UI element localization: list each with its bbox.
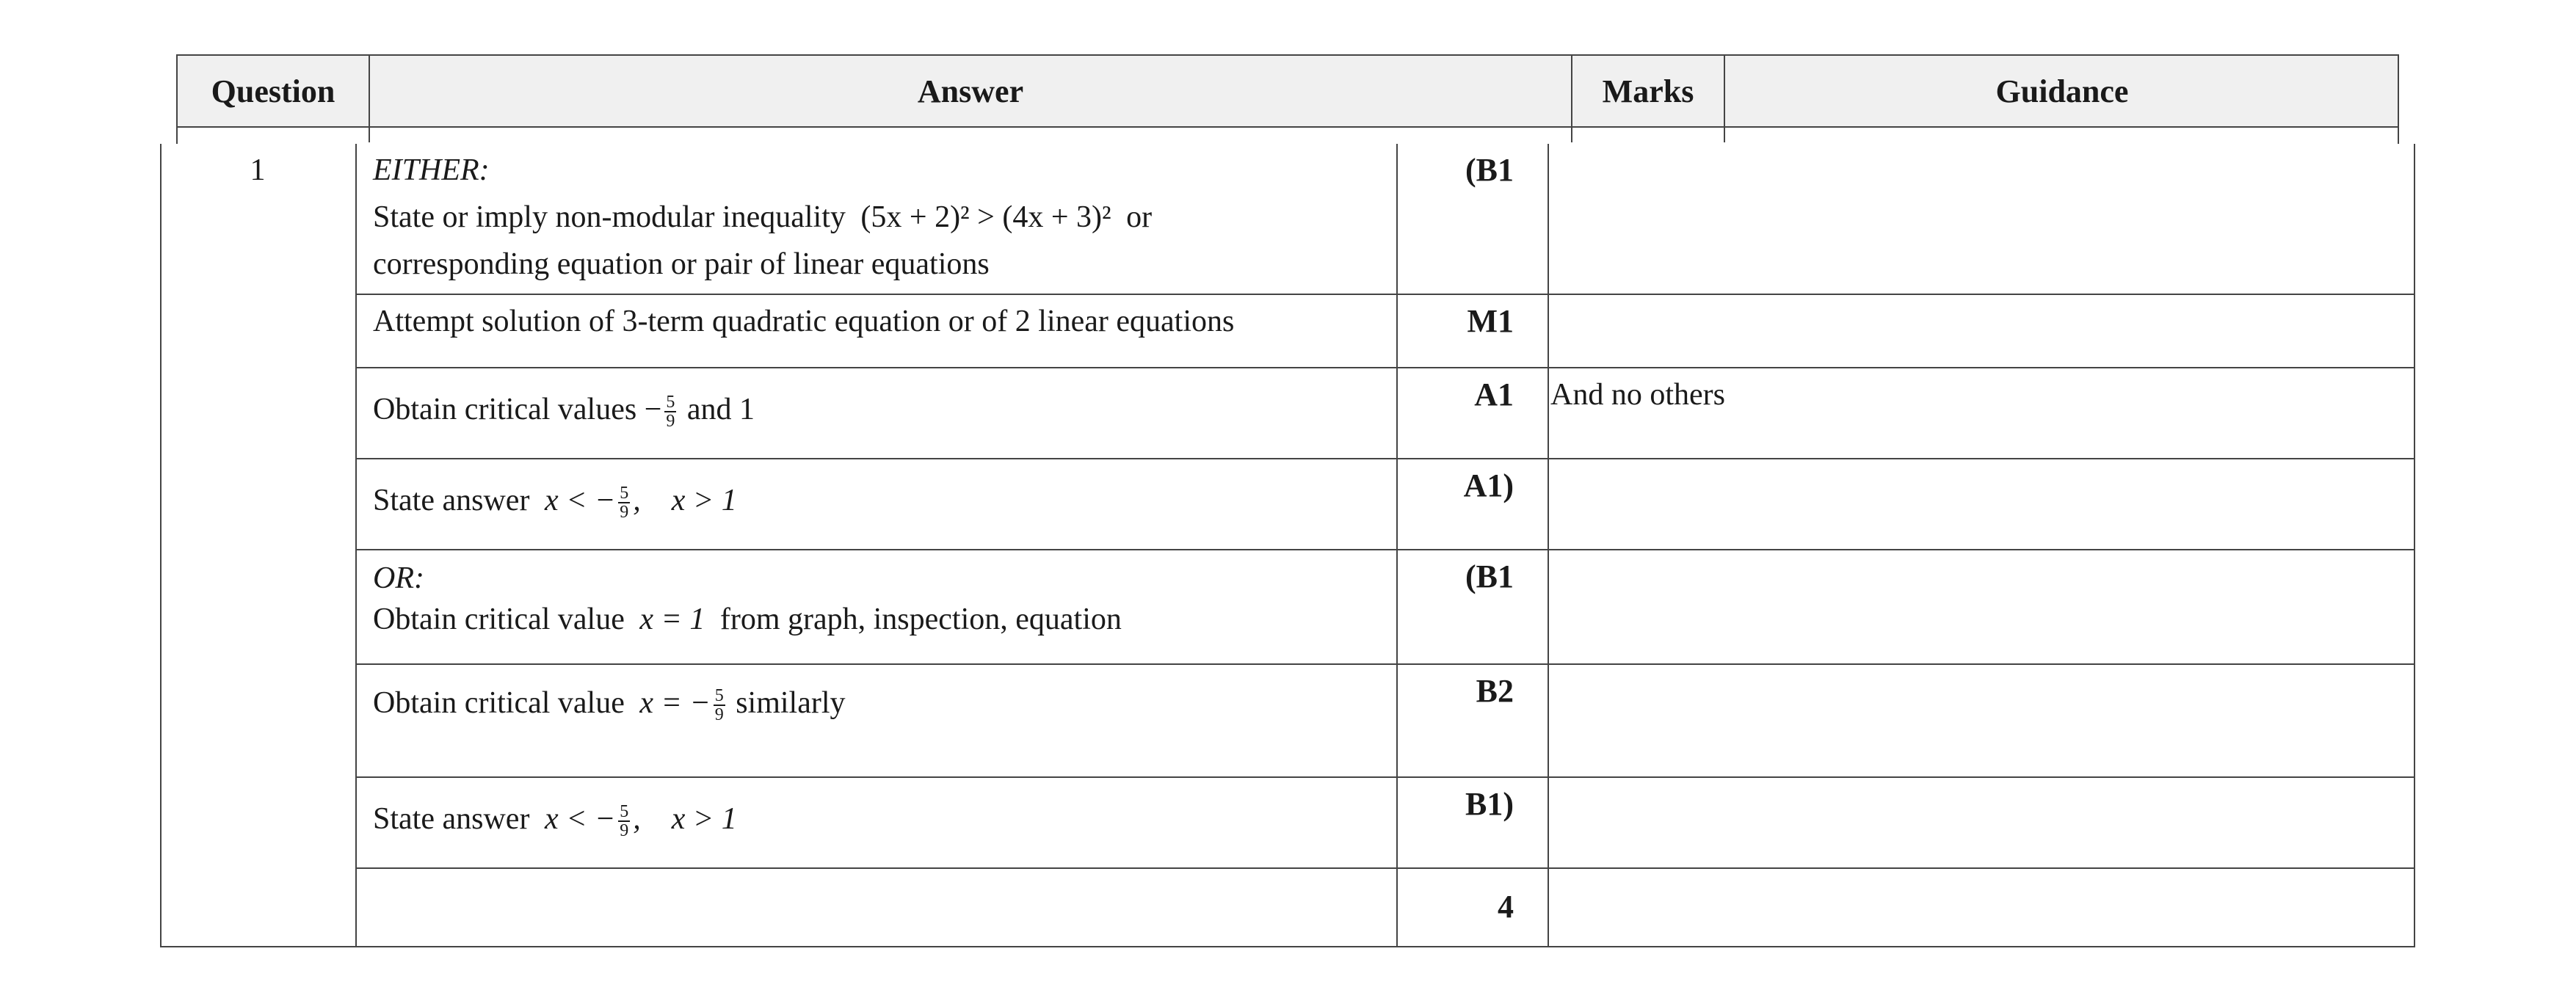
either-label: EITHER:: [373, 153, 490, 187]
header-question: Question: [211, 73, 335, 109]
fraction: [618, 803, 630, 840]
answer-cell: [373, 550, 1371, 640]
answer-text: Obtain critical values −: [373, 393, 662, 426]
fraction: [618, 484, 630, 521]
answer-text: Obtain critical value: [373, 686, 625, 720]
answer-text: State answer: [373, 802, 530, 836]
inequality: x < −: [544, 802, 616, 836]
answer-text: similarly: [736, 686, 846, 720]
answer-text: from graph, inspection, equation: [719, 603, 1122, 636]
answer-line: [373, 599, 1371, 640]
fraction-denominator: 9: [620, 503, 629, 523]
fraction-denominator: 9: [620, 821, 629, 841]
guidance-cell: And no others: [1550, 378, 1725, 412]
total-marks: 4: [1498, 889, 1514, 925]
answer-cell: [373, 144, 1371, 288]
fraction: [664, 393, 676, 430]
table-row: [355, 550, 2414, 665]
header-edge: [176, 126, 178, 144]
inequality: x < −: [544, 484, 616, 517]
inequality: (5x + 2)² > (4x + 3)²: [860, 200, 1111, 234]
equation: x = −: [639, 686, 711, 720]
mark-value: A1: [1474, 376, 1514, 412]
or-label: OR:: [373, 561, 424, 595]
mark-value: B1): [1465, 786, 1514, 822]
header-edge: [2398, 126, 2399, 144]
table-row: [355, 665, 2414, 778]
table-row: [355, 368, 2414, 459]
fraction-denominator: 9: [714, 705, 724, 725]
mark-value: M1: [1467, 303, 1514, 339]
answer-cell: [373, 459, 1371, 524]
answer-line: corresponding equation or pair of linear equations: [373, 247, 990, 281]
fraction-denominator: 9: [666, 412, 675, 432]
mark-value: B2: [1476, 673, 1514, 709]
header-guidance: Guidance: [1995, 73, 2129, 109]
equation: x = 1: [639, 603, 705, 636]
fraction-numerator: 5: [620, 802, 629, 822]
table-row: [355, 459, 2414, 550]
inequality: , x > 1: [633, 802, 737, 836]
fraction-numerator: 5: [714, 686, 724, 706]
answer-cell: [373, 368, 1371, 433]
table-row-total: [355, 869, 2414, 946]
question-number: 1: [250, 153, 266, 187]
header-answer: Answer: [917, 73, 1024, 109]
answer-text: State or imply non-modular inequality: [373, 200, 846, 234]
fraction: [714, 687, 725, 724]
answer-cell: [373, 665, 1371, 727]
fraction-numerator: 5: [620, 484, 629, 503]
answer-cell: [373, 778, 1371, 842]
mark-scheme-table: [160, 144, 2415, 947]
answer-text: Obtain critical value: [373, 603, 625, 636]
answer-line: [373, 194, 1371, 241]
header-marks: Marks: [1602, 73, 1694, 109]
answer-text: State answer: [373, 484, 530, 517]
mark-value: (B1: [1465, 152, 1514, 188]
mark-value: (B1: [1465, 558, 1514, 594]
mark-value: A1): [1463, 467, 1514, 503]
table-row: [355, 144, 2414, 295]
table-row: [355, 778, 2414, 869]
fraction-numerator: 5: [666, 393, 675, 412]
answer-text: or: [1126, 200, 1153, 234]
table-row: [355, 295, 2414, 368]
answer-text: and 1: [686, 393, 755, 426]
table-header: [176, 54, 2399, 128]
answer-cell: Attempt solution of 3-term quadratic equation or of 2 linear equations: [373, 305, 1235, 338]
inequality: , x > 1: [633, 484, 737, 517]
